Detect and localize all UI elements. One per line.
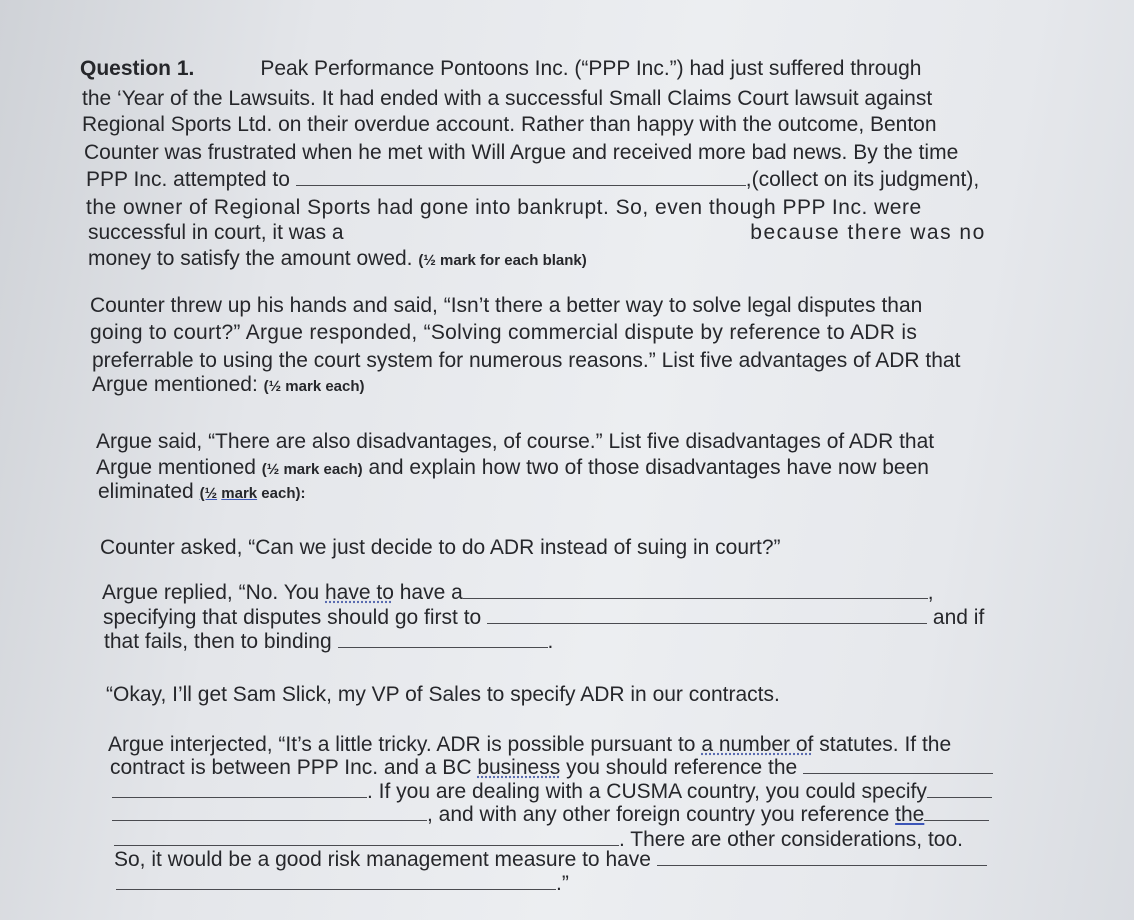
p5-have-to: have to: [325, 581, 394, 604]
p7-line-3: [112, 780, 992, 804]
p2-line-3: preferrable to using the court system for numerous reasons.” List five advantages of ADR that: [92, 349, 961, 372]
p5-line-2-end: and if: [932, 606, 985, 629]
p7-line-2-start: contract is between PPP Inc. and a BC: [110, 756, 472, 779]
question-heading-line: [80, 57, 921, 81]
p3-line-3-text: eliminated: [98, 480, 194, 503]
p7-line-1-start: Argue interjected, “It’s a little tricky. ADR is possible pursuant to: [108, 733, 696, 756]
q1-line-2: the ‘Year of the Lawsuits. It had ended with a successful Small Claims Court lawsuit against: [82, 87, 933, 110]
answer-blank-bc-statute-cont[interactable]: [112, 781, 367, 798]
q1-line-7-start: successful in court, it was a: [88, 221, 344, 244]
q1-line-4: Counter was frustrated when he met with Will Argue and received more bad news. By the time: [84, 141, 959, 164]
p5-line-1-end: ,: [927, 581, 934, 604]
q1-line-7-end: because there was no: [750, 221, 986, 244]
answer-blank-bc-statute[interactable]: [803, 757, 993, 774]
p3-mark-half: (½: [199, 485, 218, 502]
q1-mark-note: (½ mark for each blank): [418, 252, 587, 269]
p7-line-7: [116, 872, 569, 896]
answer-blank-have-a[interactable]: [463, 582, 928, 599]
p7-line-4: [112, 803, 989, 827]
q1-line-7: [88, 221, 986, 245]
p7-line-7-end: .”: [556, 872, 569, 895]
p5-line-1-start: Argue replied, “No. You: [102, 581, 320, 604]
p3-mark-note-a: (½ mark each): [261, 461, 363, 478]
p7-line-6-text: So, it would be a good risk management measure to have: [114, 848, 651, 871]
p3-mark-word: mark: [221, 485, 258, 502]
answer-blank-cusma[interactable]: [927, 781, 992, 798]
p3-mark-note-b: [200, 485, 306, 502]
p3-line-1: Argue said, “There are also disadvantages, of course.” List five disadvantages of ADR that: [96, 430, 935, 453]
p3-line-2-start: Argue mentioned: [96, 456, 256, 479]
p4-line-1: Counter asked, “Can we just decide to do ADR instead of suing in court?”: [100, 536, 781, 559]
q1-line-5: [86, 168, 979, 192]
p7-line-2: [110, 756, 993, 780]
answer-blank-attempted-to[interactable]: [296, 169, 746, 186]
answer-blank-risk-management-cont[interactable]: [116, 873, 556, 890]
q1-line-5-end: ,(collect on its judgment),: [745, 168, 980, 191]
p2-line-1: Counter threw up his hands and said, “Isn’t there a better way to solve legal disputes than: [90, 294, 923, 317]
q1-line-8-text: money to satisfy the amount owed.: [88, 247, 413, 270]
p7-business: business: [477, 756, 561, 779]
p2-line-4: [92, 373, 365, 399]
q1-line-1: Peak Performance Pontoons Inc. (“PPP Inc.”) had just suffered through: [260, 57, 922, 80]
answer-blank-go-first-to[interactable]: [487, 607, 927, 624]
p3-line-3: [98, 480, 305, 506]
answer-blank-cusma-cont[interactable]: [112, 804, 427, 821]
q1-line-6: the owner of Regional Sports had gone into bankrupt. So, even though PPP Inc. were: [86, 196, 922, 219]
answer-blank-foreign[interactable]: [924, 804, 989, 821]
p2-mark-note: (½ mark each): [263, 378, 365, 395]
p3-mark-each: each):: [261, 485, 306, 502]
p7-a-number-of: a number of: [701, 733, 814, 756]
p2-line-2: going to court?” Argue responded, “Solving commercial dispute by reference to ADR is: [90, 321, 918, 344]
p5-line-3-start: that fails, then to binding: [104, 630, 332, 653]
q1-line-8: [88, 247, 587, 273]
p5-line-1: [102, 581, 934, 605]
question-label: Question 1.: [80, 57, 195, 80]
p5-line-2-start: specifying that disputes should go first to: [103, 606, 482, 629]
p2-line-4-text: Argue mentioned:: [92, 373, 258, 396]
p7-line-4-text: , and with any other foreign country you reference: [427, 803, 890, 826]
answer-blank-it-was-a[interactable]: [349, 222, 744, 239]
p3-line-2: [96, 456, 929, 482]
p7-the: the: [895, 803, 925, 826]
p5-line-2: [103, 606, 984, 630]
answer-blank-foreign-cont[interactable]: [114, 829, 619, 846]
p7-line-1-end: statutes. If the: [819, 733, 952, 756]
p7-line-2-mid: you should reference the: [566, 756, 798, 779]
p5-line-3-end: .: [547, 630, 554, 653]
q1-line-3: Regional Sports Ltd. on their overdue account. Rather than happy with the outcome, Benton: [82, 113, 937, 136]
p7-line-6: [114, 848, 987, 872]
p6-line-1: “Okay, I’ll get Sam Slick, my VP of Sales to specify ADR in our contracts.: [106, 683, 780, 706]
answer-blank-risk-management[interactable]: [657, 849, 987, 866]
answer-blank-binding[interactable]: [338, 631, 548, 648]
p3-line-2-end: and explain how two of those disadvantages have now been: [368, 456, 929, 479]
p7-line-5-text: . There are other considerations, too.: [619, 828, 963, 851]
q1-line-5-start: PPP Inc. attempted to: [86, 168, 290, 191]
p7-line-1: [108, 733, 951, 757]
p5-line-1-mid: have a: [399, 581, 463, 604]
p7-line-3-text: . If you are dealing with a CUSMA country, you could specify: [367, 780, 927, 803]
p5-line-3: [104, 630, 553, 654]
